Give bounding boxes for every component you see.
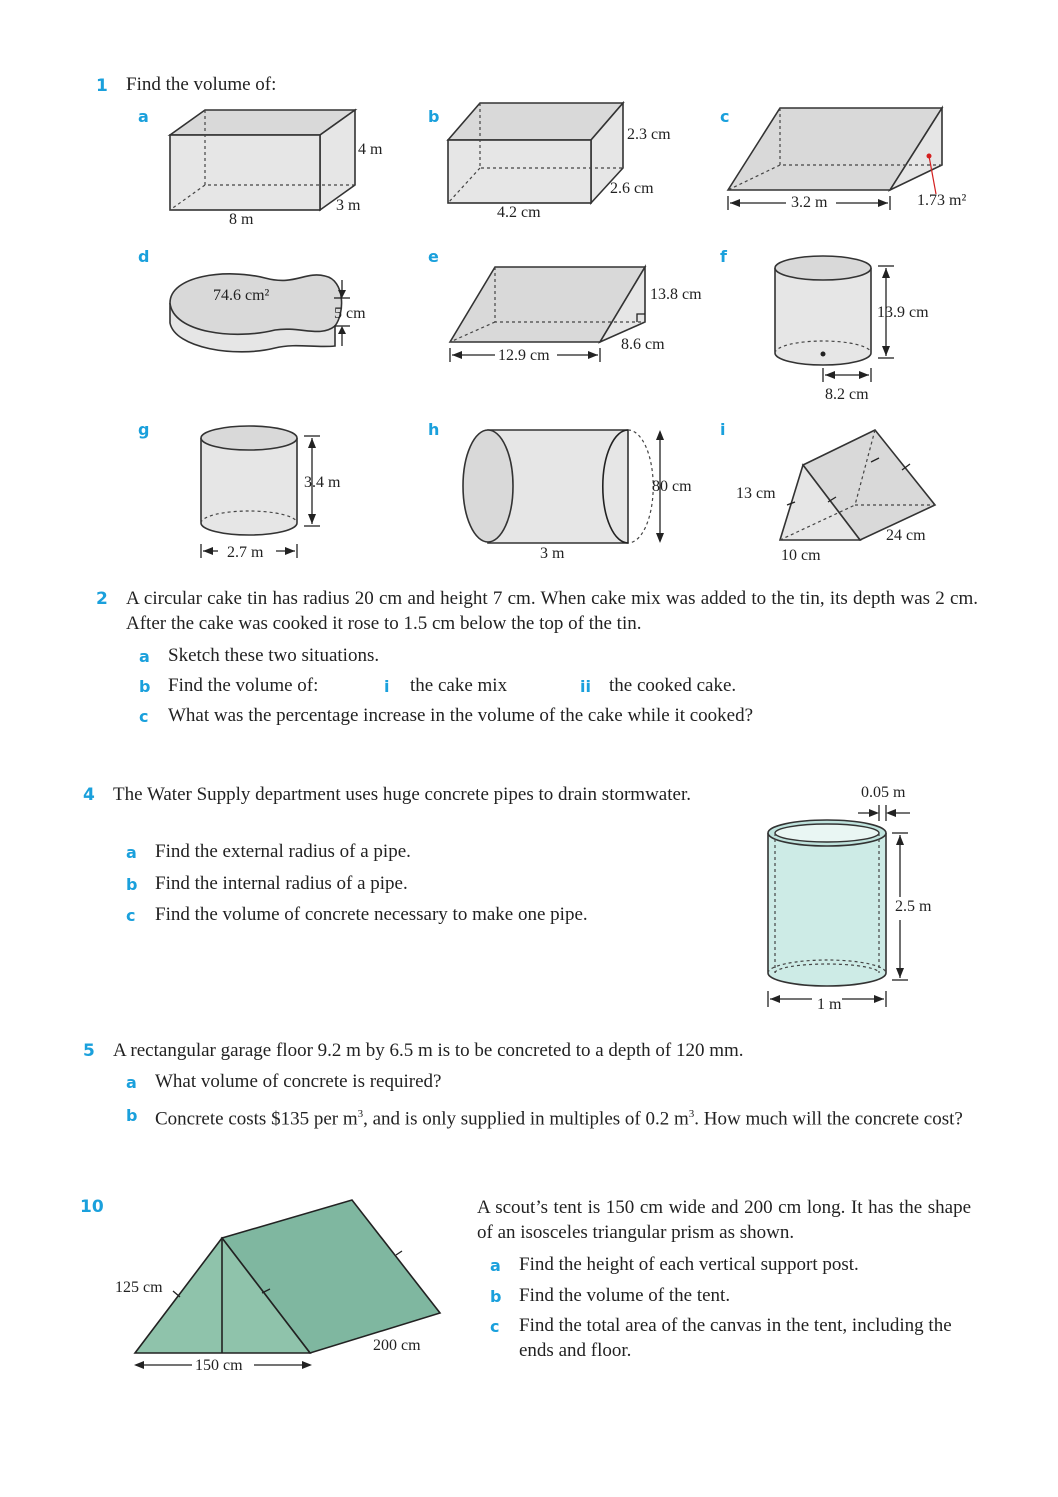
dim-c-length: 3.2 m [791,194,828,211]
dim-tent-slant: 125 cm [115,1279,163,1296]
dim-e-depth: 8.6 cm [621,336,665,353]
q2-part-a-text: Sketch these two situations. [168,645,380,666]
part-c-label: c [720,107,730,126]
figure-h-horizontal-cylinder [458,425,673,550]
part-a-label: a [138,107,149,126]
question-5-number: 5 [83,1041,95,1061]
q4-part-a-label: a [126,843,137,862]
part-i-label: i [720,420,726,439]
part-d-label: d [138,247,150,266]
dim-tent-length: 200 cm [373,1337,421,1354]
dim-e-length: 12.9 cm [498,347,550,364]
dim-i-base: 10 cm [781,547,821,564]
q4-part-b-text: Find the internal radius of a pipe. [155,873,408,894]
dim-pipe-diameter: 1 m [817,996,842,1013]
question-2-number: 2 [96,589,108,609]
q4-part-c-label: c [126,906,136,925]
dim-h-diameter: 80 cm [652,478,692,495]
q10-part-a-text: Find the height of each vertical support post. [519,1254,859,1275]
question-1-text: Find the volume of: [126,74,277,95]
part-h-label: h [428,420,440,439]
part-f-label: f [720,247,727,266]
q2-part-b-i-text: the cake mix [410,675,508,696]
dim-tent-width: 150 cm [195,1357,243,1374]
q2-part-b-text: Find the volume of: [168,675,319,696]
q4-part-c-text: Find the volume of concrete necessary to make one pipe. [155,904,588,925]
q10-part-a-label: a [490,1256,501,1275]
dim-pipe-height: 2.5 m [895,898,932,915]
part-b-label: b [428,107,440,126]
dim-a-height: 4 m [358,141,383,158]
q2-part-b-i-label: i [384,677,390,696]
q5-part-b-text: Concrete costs $135 per $m^3$, and is only supplied in multiples of 0.2 $m^3$. How much will the concrete cost? [155,1108,963,1130]
q2-part-b-label: b [139,677,151,696]
dim-d-height: 5 cm [334,305,366,322]
part-g-label: g [138,420,150,439]
question-10-number: 10 [80,1197,104,1217]
q4-part-a-text: Find the external radius of a pipe. [155,841,411,862]
question-4-number: 4 [83,785,95,805]
dim-d-area: 74.6 cm² [213,287,270,304]
q2-part-c-text: What was the percentage increase in the volume of the cake while it cooked? [168,705,754,726]
dim-e-height: 13.8 cm [650,286,702,303]
q10-part-b-label: b [490,1287,502,1306]
q2-part-b-ii-label: ii [580,677,591,696]
q4-part-b-label: b [126,875,138,894]
question-5-text: A rectangular garage floor 9.2 m by 6.5 m is to be concreted to a depth of 120 mm. [113,1040,744,1061]
dim-f-radius: 8.2 cm [825,386,869,403]
dim-a-depth: 3 m [336,197,361,214]
dim-g-height: 3.4 m [304,474,341,491]
question-10-text: A scout’s tent is 150 cm wide and 200 cm long. It has the shape of an isosceles triangular prism as shown. [477,1197,971,1243]
dim-f-height: 13.9 cm [877,304,929,321]
question-1-number: 1 [96,76,108,96]
q2-part-b-ii-text: the cooked cake. [609,675,737,696]
dim-i-side: 13 cm [736,485,776,502]
figure-b-rectangular-prism [445,100,635,210]
q10-part-c-label: c [490,1317,500,1336]
dim-b-depth: 2.6 cm [610,180,654,197]
dim-b-length: 4.2 cm [497,204,541,221]
dim-g-diameter: 2.7 m [227,544,264,561]
question-4-text: The Water Supply department uses huge concrete pipes to drain stormwater. [113,784,691,805]
q10-part-c-text: Find the total area of the canvas in the tent, including the ends and floor. [519,1315,952,1361]
q5-part-a-text: What volume of concrete is required? [155,1071,442,1092]
q5-part-b-label: b [126,1106,138,1125]
dim-c-area: 1.73 m² [917,192,967,209]
question-2-text: A circular cake tin has radius 20 cm and height 7 cm. When cake mix was added to the tin, its depth was 2 cm. After the cake was cooked it rose to 1.5 cm below the top of the tin. [126,588,978,634]
q5-part-a-label: a [126,1073,137,1092]
q2-part-a-label: a [139,647,150,666]
q10-part-b-text: Find the volume of the tent. [519,1285,731,1306]
dim-h-length: 3 m [540,545,565,562]
q2-part-c-label: c [139,707,149,726]
dim-b-height: 2.3 cm [627,126,671,143]
part-e-label: e [428,247,439,266]
dim-pipe-thickness: 0.05 m [861,784,906,801]
dim-a-length: 8 m [229,211,254,228]
dim-i-length: 24 cm [886,527,926,544]
